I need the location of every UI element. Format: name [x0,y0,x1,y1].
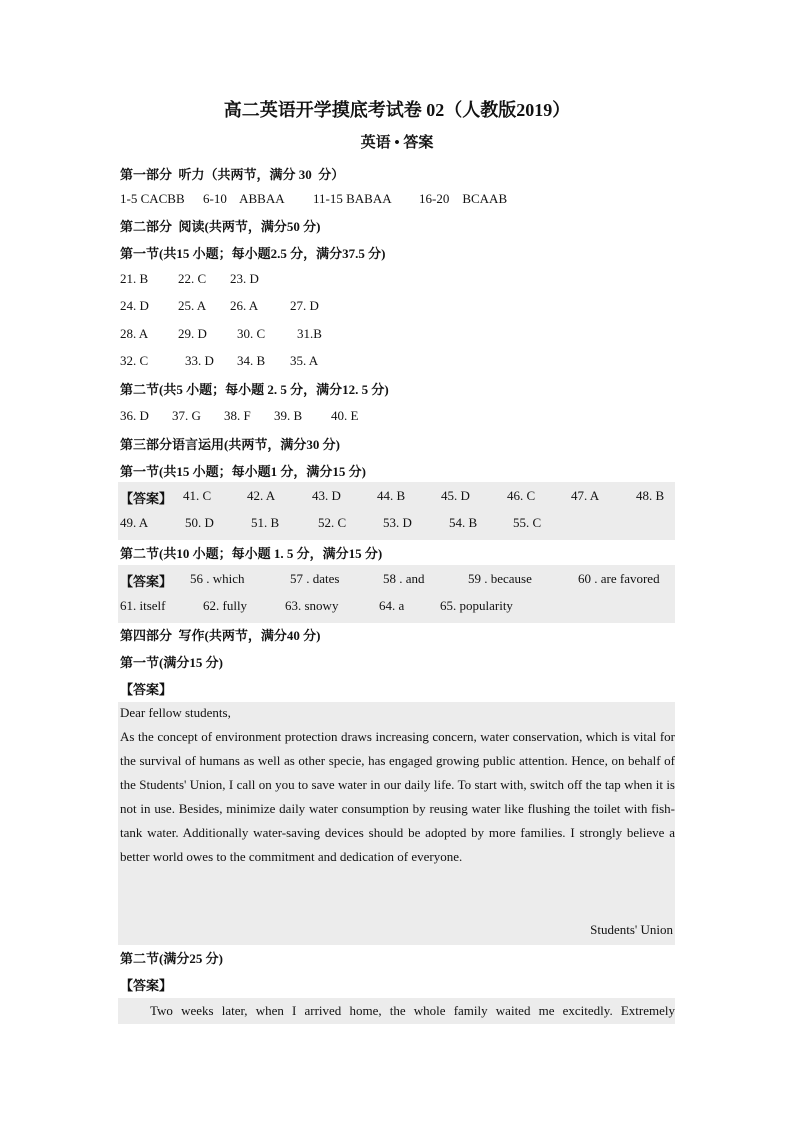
part4-section2-heading: 第二节(满分25 分) [120,951,223,966]
grammar-answer: 57 . dates [290,571,340,586]
reading-answer: 23. D [230,271,259,286]
reading-answer: 24. D [120,298,149,313]
cloze-answer: 52. C [318,515,347,530]
part3-heading: 第三部分语言运用(共两节，满分30 分) [120,437,340,452]
listening-answer: 6-10 ABBAA [203,191,285,206]
page-subtitle: 英语 • 答案 [360,135,434,151]
answer-label: 【答案】 [120,574,173,589]
letter-signature: Students' Union [590,922,673,937]
grammar-answer: 56 . which [190,571,245,586]
answer-label: 【答案】 [120,682,173,697]
cloze-answer: 49. A [120,515,149,530]
cloze-answer: 53. D [383,515,412,530]
reading-answer: 36. D [120,408,149,423]
reading-answer: 31.B [297,326,322,341]
answer-label: 【答案】 [120,978,173,993]
cloze-answer: 44. B [377,488,406,503]
reading-answer: 28. A [120,326,149,341]
reading-answer: 21. B [120,271,149,286]
cloze-answer: 43. D [312,488,341,503]
listening-answer: 16-20 BCAAB [419,191,508,206]
part3-section2-heading: 第二节(共10 小题；每小题 1. 5 分，满分15 分) [120,546,383,561]
cloze-answer: 46. C [507,488,536,503]
letter-body: As the concept of environment protection draws increasing concern, water conservation, which is vital for the survival of humans as well as other specie, has engaged growing public attention. Hence, on behalf of the Students' Union, I call on you to save water in our daily life. To start with, switch off the tap when it is not in use. Besides, minimize daily water consumption by reusing water like flushing the toilet with fish-tank water. Additionally water-saving devices should be adopted by more families. I strongly believe a better world owes to the commitment and dedication of everyone. [120,729,675,864]
cloze-answer: 45. D [441,488,470,503]
reading-answer: 32. C [120,353,149,368]
reading-answer: 29. D [178,326,207,341]
part4-section1-heading: 第一节(满分15 分) [120,655,223,670]
reading-answer: 22. C [178,271,207,286]
part2-section1-heading: 第一节(共15 小题；每小题2.5 分，满分37.5 分) [120,246,386,261]
part3-section1-heading: 第一节(共15 小题；每小题1 分，满分15 分) [120,464,366,479]
reading-answer: 39. B [274,408,303,423]
part2-section2-heading: 第二节(共5 小题；每小题 2. 5 分，满分12. 5 分) [120,382,389,397]
page-title: 高二英语开学摸底考试卷 02（人教版2019） [223,100,571,120]
grammar-answer: 60 . are favored [578,571,660,586]
grammar-answer: 61. itself [120,598,166,613]
reading-answer: 34. B [237,353,266,368]
cloze-answer: 55. C [513,515,542,530]
cloze-answer: 41. C [183,488,212,503]
reading-answer: 30. C [237,326,266,341]
cloze-answer: 54. B [449,515,478,530]
cloze-answer: 47. A [571,488,600,503]
reading-answer: 27. D [290,298,319,313]
grammar-answer: 58 . and [383,571,425,586]
reading-answer: 33. D [185,353,214,368]
part4-heading: 第四部分 写作(共两节，满分40 分) [120,628,321,643]
listening-answer: 11-15 BABAA [313,191,392,206]
cloze-answer: 50. D [185,515,214,530]
reading-answer: 35. A [290,353,319,368]
reading-answer: 26. A [230,298,259,313]
part1-heading: 第一部分 听力（共两节，满分 30 分） [120,167,345,182]
reading-answer: 25. A [178,298,207,313]
part2-heading: 第二部分 阅读(共两节，满分50 分) [120,219,321,234]
grammar-answer: 65. popularity [440,598,513,613]
grammar-answer: 63. snowy [285,598,339,613]
reading-answer: 37. G [172,408,201,423]
cloze-answer: 51. B [251,515,280,530]
cloze-answer: 42. A [247,488,276,503]
cloze-answer: 48. B [636,488,665,503]
grammar-answer: 62. fully [203,598,248,613]
letter-greeting: Dear fellow students, [120,705,231,720]
reading-answer: 40. E [331,408,359,423]
answer-label: 【答案】 [120,491,173,506]
grammar-answer: 59 . because [468,571,532,586]
grammar-answer: 64. a [379,598,405,613]
continuation-body: Two weeks later, when I arrived home, the whole family waited me excitedly. Extremely [150,1003,675,1018]
listening-answer: 1-5 CACBB [120,191,185,206]
reading-answer: 38. F [224,408,251,423]
